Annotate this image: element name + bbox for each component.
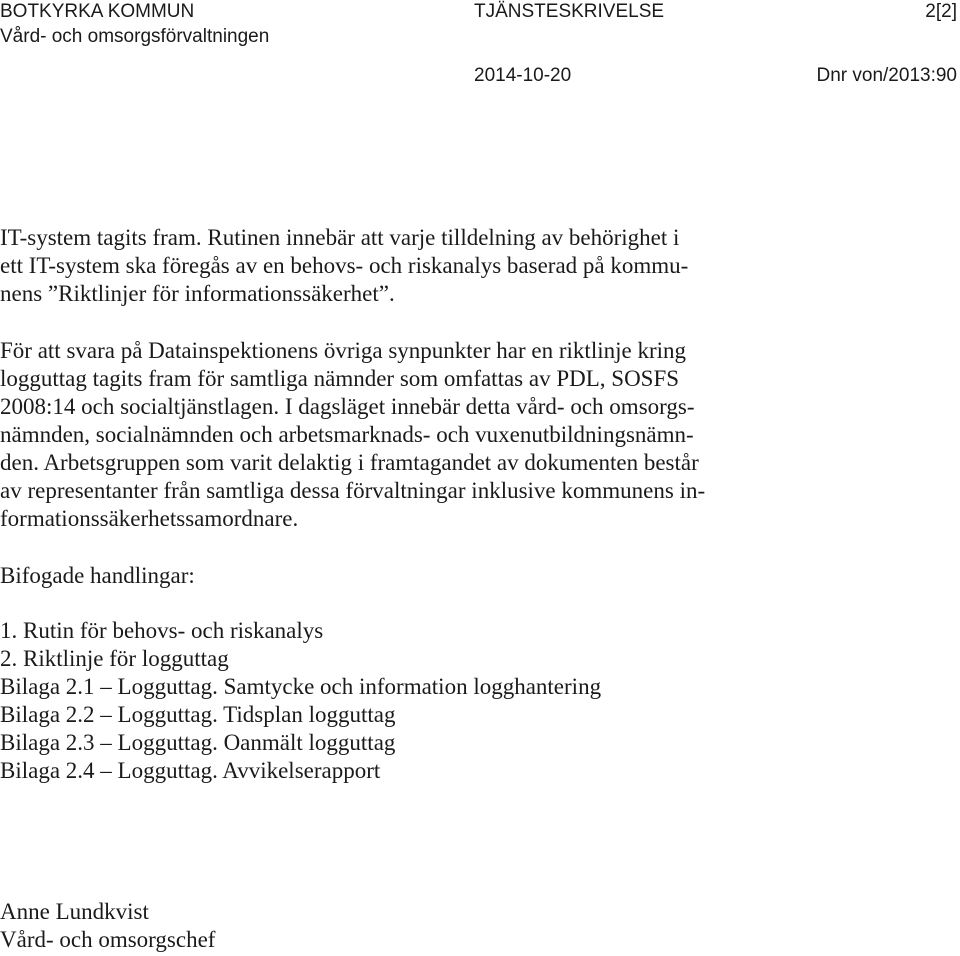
attachments-heading: Bifogade handlingar: <box>0 563 195 588</box>
paragraph-1 <box>0 224 688 308</box>
list-item: Bilaga 2.2 – Logguttag. Tidsplan logguttag <box>0 702 396 728</box>
department-name: Vård- och omsorgsförvaltningen <box>0 26 270 47</box>
paragraph-line: formationssäkerhetssamordnare. <box>0 506 299 531</box>
document-date: 2014-10-20 <box>474 65 572 86</box>
paragraph-line: 2008:14 och socialtjänstlagen. I dagsläget innebär detta vård- och omsorgs- <box>0 394 695 419</box>
signature-block <box>0 898 215 954</box>
organization-name: BOTKYRKA KOMMUN <box>0 1 195 22</box>
paragraph-line: För att svara på Datainspektionens övriga synpunkter har en riktlinje kring <box>0 338 686 363</box>
paragraph-line: den. Arbetsgruppen som varit delaktig i framtagandet av dokumenten består <box>0 450 699 475</box>
list-item: Bilaga 2.4 – Logguttag. Avvikelserapport <box>0 758 381 784</box>
signature-title: Vård- och omsorgschef <box>0 927 216 952</box>
page-number: 2[2] <box>925 1 957 22</box>
paragraph-line: nämnden, socialnämnden och arbetsmarknads- och vuxenutbildningsnämn- <box>0 422 694 447</box>
paragraph-line: logguttag tagits fram för samtliga nämnder som omfattas av PDL, SOSFS <box>0 366 680 391</box>
paragraph-2 <box>0 337 705 533</box>
list-item: Bilaga 2.1 – Logguttag. Samtycke och information logghantering <box>0 674 602 700</box>
paragraph-line: av representanter från samtliga dessa förvaltningar inklusive kommunens in- <box>0 478 706 503</box>
list-item: 1. Rutin för behovs- och riskanalys <box>0 618 324 643</box>
signature-name: Anne Lundkvist <box>0 899 149 924</box>
list-item: 2. Riktlinje för logguttag <box>0 646 229 672</box>
list-item: Bilaga 2.3 – Logguttag. Oanmält logguttag <box>0 730 396 756</box>
paragraph-line: ett IT-system ska föregås av en behovs- och riskanalys baserad på kommu- <box>0 253 689 278</box>
paragraph-line: nens ”Riktlinjer för informationssäkerhet”. <box>0 281 395 306</box>
document-reference: Dnr von/2013:90 <box>816 65 957 86</box>
document-type: TJÄNSTESKRIVELSE <box>474 1 665 22</box>
attachments-list <box>0 617 601 786</box>
paragraph-line: IT-system tagits fram. Rutinen innebär att varje tilldelning av behörighet i <box>0 225 680 250</box>
